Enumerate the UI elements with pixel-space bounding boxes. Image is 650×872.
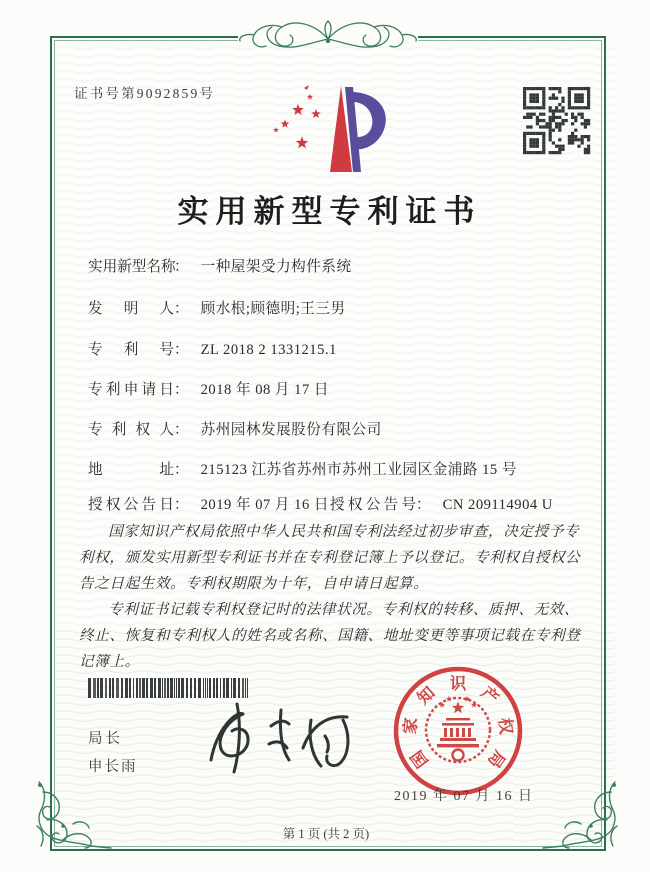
field-colon: ：: [174, 497, 189, 513]
barcode-bar: [112, 678, 114, 698]
certificate-title: 实用新型专利证书: [177, 194, 482, 229]
barcode-bar: [162, 678, 163, 698]
field-colon: ：: [174, 301, 189, 317]
barcode-bar: [233, 678, 236, 698]
seal-grant-date: 2019 年 07 月 16 日: [394, 789, 534, 804]
barcode-bar: [88, 678, 91, 698]
field-patentee: [88, 418, 382, 439]
field-colon: ：: [174, 462, 189, 478]
cnipa-patent-office-logo: [268, 82, 396, 178]
field-patent-number: [88, 338, 337, 359]
commissioner-name: 申长雨: [88, 759, 138, 775]
barcode-bar: [242, 678, 244, 698]
field-utility-model-name: [88, 255, 352, 276]
barcode-bar: [205, 678, 206, 698]
barcode-bar: [164, 678, 166, 698]
barcode-bar: [226, 678, 229, 698]
field-label: 专利申请日: [88, 382, 174, 398]
barcode-bar: [158, 678, 161, 698]
barcode-bar: [150, 678, 153, 698]
logo-purple-bowl: [353, 92, 386, 149]
field-colon: ：: [174, 422, 189, 438]
barcode-bar: [142, 678, 145, 698]
barcode-bar: [198, 678, 201, 698]
barcode-bar: [220, 678, 221, 698]
national-emblem: [426, 696, 490, 762]
field-label: 地址: [88, 462, 174, 478]
logo-stars: [273, 85, 321, 148]
field-value: 215123 江苏省苏州市苏州工业园区金浦路 15 号: [200, 462, 517, 478]
barcode-bar: [146, 678, 148, 698]
page-number-footer: 第 1 页 (共 2 页): [282, 827, 370, 841]
bottom-left-corner-ornament: [33, 780, 115, 856]
barcode-bar: [100, 678, 103, 698]
barcode-bar: [238, 678, 240, 698]
field-filing-date: [88, 378, 329, 399]
barcode-bar: [109, 678, 111, 698]
barcode-bar: [136, 678, 138, 698]
seal-ring-text: [399, 674, 516, 771]
cnipa-official-red-seal: [383, 656, 533, 806]
svg-text:家: 家: [400, 716, 421, 736]
field-label: 授权公告号: [330, 497, 416, 513]
bottom-right-corner-ornament: [539, 780, 621, 856]
svg-text:知: 知: [413, 682, 439, 709]
barcode: [88, 678, 256, 698]
field-label: 授权公告日: [88, 497, 174, 513]
field-value: 苏州园林发展股份有限公司: [200, 422, 382, 438]
barcode-bar: [105, 678, 107, 698]
barcode-bar: [181, 678, 184, 698]
barcode-bar: [209, 678, 211, 698]
commissioner-handwritten-signature: [185, 696, 363, 784]
field-grant-date: [88, 493, 329, 514]
barcode-bar: [133, 678, 134, 698]
barcode-bar: [129, 678, 131, 698]
barcode-bar: [116, 678, 119, 698]
svg-text:局: 局: [484, 746, 510, 772]
field-value: 一种屋架受力构件系统: [200, 259, 352, 275]
field-address: [88, 458, 517, 479]
field-colon: ：: [174, 342, 189, 358]
barcode-bar: [245, 678, 246, 698]
field-grant-publication-number: [330, 493, 553, 514]
svg-text:国: 国: [406, 746, 432, 772]
barcode-bar: [93, 678, 96, 698]
field-label: 专利号: [88, 342, 174, 358]
legal-paragraph-1: 国家知识产权局依照中华人民共和国专利法经过初步审查，决定授予专利权，颁发实用新型专利证书并在专利登记簿上予以登记。专利权自授权公告之日起生效。专利权期限为十年，自申请日起算。: [79, 524, 581, 592]
svg-text:权: 权: [495, 716, 516, 736]
barcode-bar: [170, 678, 173, 698]
svg-text:产: 产: [477, 682, 503, 709]
field-label: 实用新型名称: [88, 259, 176, 275]
field-label: 发明人: [88, 301, 174, 317]
barcode-bar: [154, 678, 156, 698]
barcode-bar: [97, 678, 99, 698]
barcode-bar: [167, 678, 169, 698]
legal-text-block: [79, 519, 591, 675]
barcode-bar: [125, 678, 128, 698]
field-label: 专利权人: [88, 422, 174, 438]
field-inventors: [88, 297, 346, 318]
barcode-bar: [194, 678, 196, 698]
barcode-bar: [231, 678, 232, 698]
barcode-bar: [190, 678, 192, 698]
barcode-bar: [223, 678, 225, 698]
field-value: ZL 2018 2 1331215.1: [200, 342, 337, 358]
field-value: 2018 年 08 月 17 日: [200, 382, 330, 398]
top-border-flourish-ornament: [230, 15, 426, 59]
barcode-bar: [216, 678, 218, 698]
svg-text:识: 识: [449, 673, 467, 693]
barcode-bar: [213, 678, 215, 698]
barcode-bar: [139, 678, 141, 698]
field-colon: ：: [416, 497, 431, 513]
barcode-bar: [186, 678, 188, 698]
legal-paragraph-2: 专利证书记载专利权登记时的法律状况。专利权的转移、质押、无效、终止、恢复和专利权人的姓名或名称、国籍、地址变更等事项记载在专利登记簿上。: [79, 602, 581, 670]
field-colon: ：: [174, 382, 189, 398]
commissioner-title: 局长: [88, 731, 123, 747]
qr-code: [523, 87, 591, 155]
barcode-bar: [247, 678, 248, 698]
barcode-bar: [207, 678, 208, 698]
field-value: CN 209114904 U: [442, 497, 553, 513]
barcode-bar: [176, 678, 177, 698]
barcode-bar: [178, 678, 180, 698]
field-value: 顾水根;顾德明;王三男: [200, 301, 346, 317]
field-colon: ：: [174, 259, 189, 275]
barcode-bar: [121, 678, 123, 698]
field-value: 2019 年 07 月 16 日: [200, 497, 330, 513]
barcode-bar: [203, 678, 204, 698]
certificate-number: 证书号第9092859号: [74, 86, 216, 101]
barcode-bar: [174, 678, 175, 698]
